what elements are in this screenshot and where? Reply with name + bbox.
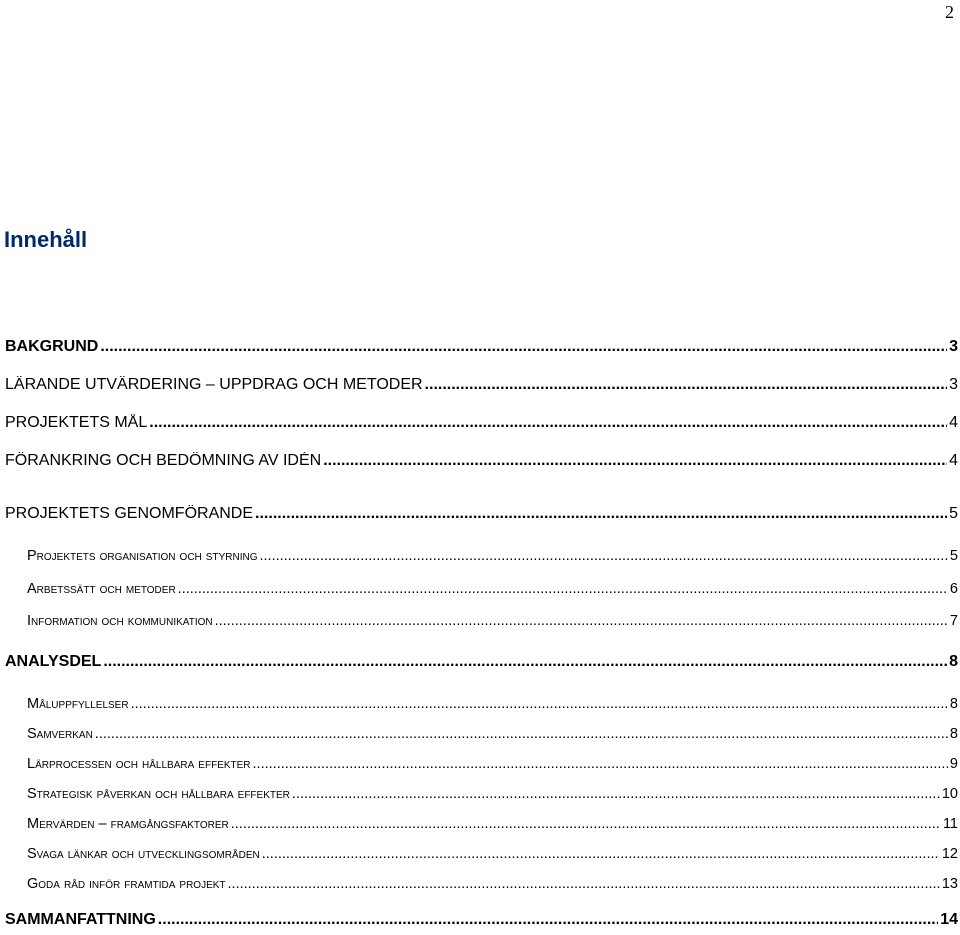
- toc-dot-leader: [425, 376, 948, 394]
- toc-entry-text: ANALYSDEL: [5, 653, 102, 670]
- toc-dot-leader: [228, 876, 940, 892]
- toc-dot-leader: [100, 338, 947, 356]
- toc-entry-text: BAKGRUND: [5, 338, 99, 355]
- toc-page-ref: 5: [949, 505, 958, 522]
- toc-entry-bakgrund[interactable]: [5, 338, 960, 362]
- toc-entry-svaga-lankar[interactable]: [27, 846, 960, 868]
- toc-entry-goda-rad[interactable]: [27, 876, 960, 898]
- toc-page-ref: 8: [949, 653, 958, 670]
- toc-dot-leader: [95, 726, 948, 742]
- toc-entry-maluppfyllelser[interactable]: [27, 696, 960, 718]
- toc-page-ref: 12: [941, 846, 958, 862]
- toc-entry-text: PROJEKTETS MÅL: [5, 414, 148, 431]
- toc-entry-projektets-organisation[interactable]: [27, 548, 960, 570]
- toc-entry-text: Svaga länkar och utvecklingsområden: [27, 846, 260, 862]
- toc-page-ref: 3: [949, 338, 958, 355]
- toc-entry-sammanfattning[interactable]: [5, 911, 960, 935]
- toc-dot-leader: [131, 696, 948, 712]
- toc-page-ref: 7: [949, 613, 958, 629]
- toc-entry-projektets-genomforande[interactable]: [5, 505, 960, 529]
- toc-dot-leader: [158, 911, 938, 929]
- toc-entry-strategisk-paverkan[interactable]: [27, 786, 960, 808]
- toc-entry-text: SAMMANFATTNING: [5, 911, 156, 928]
- toc-entry-forankring[interactable]: [5, 452, 960, 476]
- toc-entry-samverkan[interactable]: [27, 726, 960, 748]
- toc-dot-leader: [323, 452, 947, 470]
- toc-dot-leader: [149, 414, 947, 432]
- toc-dot-leader: [253, 756, 948, 772]
- toc-entry-mervarden[interactable]: [27, 816, 960, 838]
- toc-page-ref: 4: [949, 414, 958, 431]
- toc-page-ref: 14: [940, 911, 958, 928]
- toc-dot-leader: [259, 548, 947, 564]
- toc-entry-text: Lärprocessen och hållbara effekter: [27, 756, 251, 772]
- toc-entry-text: Projektets organisation och styrning: [27, 548, 258, 564]
- toc-title: Innehåll: [4, 227, 88, 252]
- toc-page-ref: 13: [941, 876, 958, 892]
- toc-entry-arbetssatt[interactable]: [27, 581, 960, 603]
- toc-entry-text: FÖRANKRING OCH BEDÖMNING AV IDÉN: [5, 452, 322, 469]
- toc-entry-text: Arbetssätt och metoder: [27, 581, 176, 597]
- toc-entry-text: Mervärden – framgångsfaktorer: [27, 816, 229, 832]
- toc-page-ref: 10: [941, 786, 958, 802]
- toc-entry-larprocessen[interactable]: [27, 756, 960, 778]
- toc-entry-text: Goda råd inför framtida projekt: [27, 876, 226, 892]
- toc-entry-larande-utvardering[interactable]: [5, 376, 960, 400]
- toc-page-ref: 8: [949, 726, 958, 742]
- toc-dot-leader: [231, 816, 941, 832]
- toc-page-ref: 11: [942, 816, 958, 832]
- toc-entry-text: Måluppfyllelser: [27, 696, 129, 712]
- toc-entry-text: PROJEKTETS GENOMFÖRANDE: [5, 505, 254, 522]
- toc-dot-leader: [103, 653, 947, 671]
- toc-dot-leader: [215, 613, 948, 629]
- toc-entry-text: Information och kommunikation: [27, 613, 213, 629]
- toc-page-ref: 3: [949, 376, 958, 393]
- toc-page-ref: 5: [949, 548, 958, 564]
- toc-entry-text: Strategisk påverkan och hållbara effekter: [27, 786, 290, 802]
- toc-entry-text: LÄRANDE UTVÄRDERING – UPPDRAG OCH METODER: [5, 376, 423, 393]
- toc-entry-text: Samverkan: [27, 726, 93, 742]
- toc-dot-leader: [255, 505, 947, 523]
- toc-entry-information[interactable]: [27, 613, 960, 635]
- page-number: 2: [945, 2, 954, 22]
- toc-page-ref: 4: [949, 452, 958, 469]
- toc-dot-leader: [262, 846, 940, 862]
- toc-dot-leader: [178, 581, 948, 597]
- toc-page-ref: 6: [949, 581, 958, 597]
- toc-entry-projektets-mal[interactable]: [5, 414, 960, 438]
- toc-entry-analysdel[interactable]: [5, 653, 960, 677]
- toc-page-ref: 9: [949, 756, 958, 772]
- toc-page-ref: 8: [949, 696, 958, 712]
- toc-dot-leader: [292, 786, 940, 802]
